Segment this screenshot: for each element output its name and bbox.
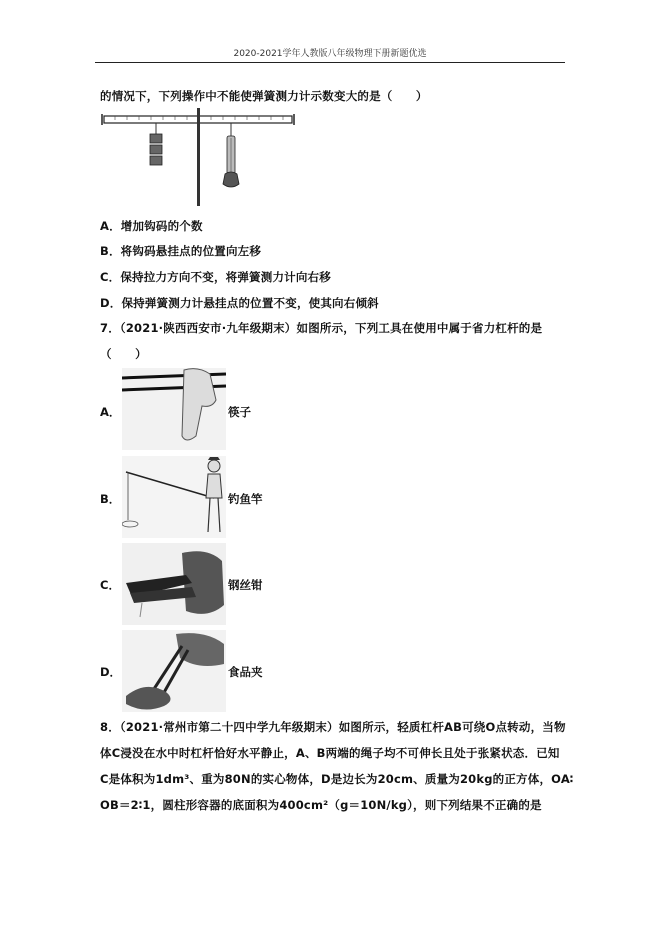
food-tongs-image (122, 630, 226, 712)
q7-option-a-letter: A． (100, 405, 121, 419)
lever-stand (197, 108, 200, 206)
q8-line-2: 体C浸没在水中时杠杆恰好水平静止，A、B两端的绳子均不可伸长且处于张紧状态．已知 (100, 746, 560, 760)
q8-line-3: C是体积为1dm³、重为80N的实心物体，D是边长为20cm、质量为20kg的正方体，OA∶ (100, 772, 574, 786)
q7-option-d-label: 食品夹 (228, 665, 263, 679)
q8-line-1: 8．（2021·常州市第二十四中学九年级期末）如图所示，轻质杠杆AB可绕O点转动，当物 (100, 720, 566, 734)
q7-option-c-label: 钢丝钳 (228, 578, 263, 592)
q7-stem: 7．（2021·陕西西安市·九年级期末）如图所示，下列工具在使用中属于省力杠杆的是 (100, 321, 543, 335)
q6-option-b: B．将钩码悬挂点的位置向左移 (100, 244, 262, 258)
q6-option-c: C．保持拉力方向不变，将弹簧测力计向右移 (100, 270, 331, 284)
q6-stem: 的情况下，下列操作中不能使弹簧测力计示数变大的是（ ） (100, 89, 428, 103)
hook-weights (150, 134, 162, 165)
q7-option-a-label: 筷子 (228, 405, 251, 419)
q7-paren: （ ） (100, 347, 147, 361)
chopsticks-image (122, 368, 226, 450)
q6-option-d: D．保持弹簧测力计悬挂点的位置不变，使其向右倾斜 (100, 296, 379, 310)
page-header: 2020-2021学年人教版八年级物理下册新题优选 (233, 49, 427, 59)
fishing-rod-image (122, 456, 226, 538)
lever-figure (100, 108, 300, 208)
hand (223, 172, 239, 187)
q7-option-c-letter: C． (100, 578, 120, 592)
wire-cutters-image (122, 543, 226, 625)
q7-option-b-letter: B． (100, 492, 121, 506)
q7-option-d-letter: D． (100, 665, 122, 679)
q8-line-4: OB＝2∶1，圆柱形容器的底面积为400cm²（g＝10N/kg），则下列结果不正确的是 (100, 798, 542, 812)
header-divider (95, 62, 565, 63)
q6-option-a: A．增加钩码的个数 (100, 219, 203, 233)
q7-option-b-label: 钓鱼竿 (228, 492, 263, 506)
